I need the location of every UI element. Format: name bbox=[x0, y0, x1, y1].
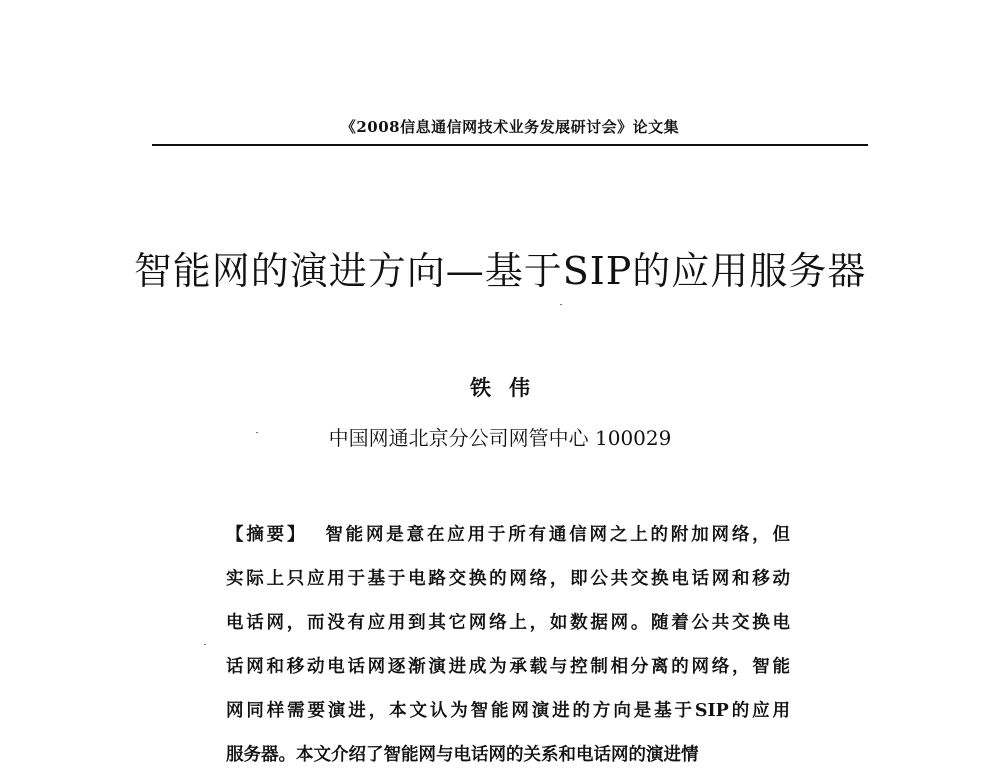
abstract-line-5: 网同样需要演进，本文认为智能网演进的方向是基于SIP的应用 bbox=[226, 701, 790, 721]
header-rule bbox=[152, 144, 868, 146]
scan-speck bbox=[256, 432, 258, 433]
abstract-line-4: 话网和移动电话网逐渐演进成为承载与控制相分离的网络，智能 bbox=[226, 657, 790, 677]
abstract-line-3: 电话网，而没有应用到其它网络上，如数据网。随着公共交换电 bbox=[226, 613, 790, 633]
scan-speck bbox=[560, 304, 562, 305]
author-name: 铁伟 bbox=[470, 375, 548, 400]
author-affiliation: 中国网通北京分公司网管中心 100029 bbox=[328, 426, 672, 450]
abstract-line-6: 服务器。本文介绍了智能网与电话网的关系和电话网的演进情 bbox=[226, 745, 699, 765]
abstract-line-1 bbox=[226, 520, 790, 550]
abstract-label: 【摘要】 bbox=[226, 525, 308, 545]
scan-speck bbox=[204, 644, 206, 645]
abstract-line-2: 实际上只应用于基于电路交换的网络，即公共交换电话网和移动 bbox=[226, 569, 790, 589]
paper-title: 智能网的演进方向—基于SIP的应用服务器 bbox=[133, 249, 867, 293]
running-header: 《2008信息通信网技术业务发展研讨会》论文集 bbox=[340, 118, 680, 136]
abstract-line-1-text: 智能网是意在应用于所有通信网之上的附加网络，但 bbox=[325, 525, 791, 545]
